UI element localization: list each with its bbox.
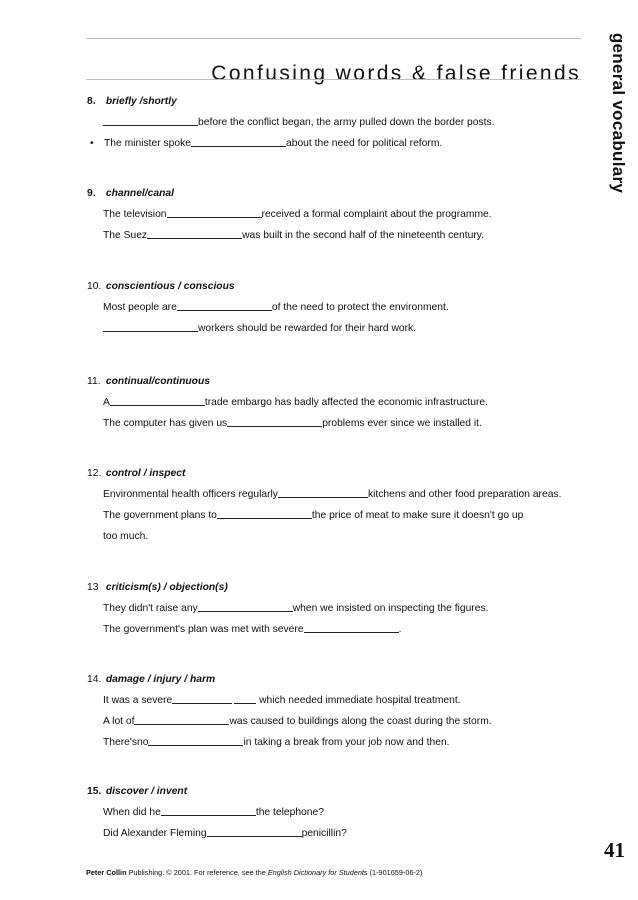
exercise-15 bbox=[87, 784, 597, 844]
footer-book-title: English Dictionary for Students bbox=[267, 868, 368, 877]
exercise-number: 15. bbox=[87, 786, 102, 797]
page-number: 41 bbox=[604, 838, 625, 862]
sentence: A trade embargo has badly affected the economic infrastructure. bbox=[103, 397, 489, 408]
section-side-label: general vocabulary bbox=[609, 32, 628, 194]
exercise-heading bbox=[87, 580, 597, 595]
answer-blank[interactable] bbox=[103, 124, 198, 126]
header-rule-bottom bbox=[86, 79, 581, 80]
sentence: The Suez was built in the second half of the nineteenth century. bbox=[103, 230, 485, 241]
word-pair: briefly /shortly bbox=[105, 96, 177, 107]
exercise-number: 9. bbox=[87, 188, 96, 199]
word-pair: damage / injury / harm bbox=[105, 674, 216, 685]
word-pair: conscientious / conscious bbox=[105, 281, 235, 292]
sentence: workers should be rewarded for their hard work. bbox=[87, 318, 597, 339]
exercise-number: 12. bbox=[87, 468, 102, 479]
word-pair: criticism(s) / objection(s) bbox=[105, 582, 228, 593]
sentence: It was a severe which needed immediate hospital treatment. bbox=[103, 695, 461, 706]
word-pair: discover / invent bbox=[105, 786, 188, 797]
answer-blank[interactable] bbox=[172, 702, 232, 704]
exercise-heading bbox=[87, 279, 597, 294]
word-pair: channel/canal bbox=[105, 188, 174, 199]
exercise-number: 14. bbox=[87, 674, 102, 685]
header-rule-top bbox=[86, 38, 581, 39]
sentence: There'sno in taking a break from your job now and then. bbox=[103, 737, 450, 748]
answer-blank[interactable] bbox=[177, 309, 272, 311]
sentence: Did Alexander Fleming penicillin? bbox=[103, 828, 347, 839]
footer-text: Publishing. © 2001. For reference, see the bbox=[126, 868, 268, 877]
sentence: The government plans to the price of meat to make sure it doesn't go up bbox=[103, 510, 524, 521]
exercise-number: 13 bbox=[87, 582, 99, 593]
word-pair: control / inspect bbox=[105, 468, 186, 479]
sentence: Most people are of the need to protect the environment. bbox=[103, 302, 449, 313]
bullet-icon: • bbox=[90, 138, 94, 149]
answer-blank[interactable] bbox=[207, 835, 302, 837]
answer-blank[interactable] bbox=[134, 723, 229, 725]
sentence: A lot of was caused to buildings along the coast during the storm. bbox=[103, 716, 492, 727]
answer-blank[interactable] bbox=[110, 404, 205, 406]
exercise-9 bbox=[87, 186, 597, 246]
answer-blank[interactable] bbox=[191, 145, 286, 147]
exercise-number: 11. bbox=[87, 376, 101, 387]
exercise-heading bbox=[87, 186, 597, 201]
exercise-14 bbox=[87, 672, 597, 753]
answer-blank[interactable] bbox=[148, 744, 243, 746]
word-pair: continual/continuous bbox=[105, 376, 210, 387]
exercise-heading bbox=[87, 672, 597, 687]
answer-blank[interactable] bbox=[217, 517, 312, 519]
answer-blank[interactable] bbox=[278, 496, 368, 498]
sentence: Environmental health officers regularly kitchens and other food preparation areas. bbox=[103, 489, 562, 500]
answer-blank[interactable] bbox=[227, 425, 322, 427]
sentence: The computer has given us problems ever since we installed it. bbox=[103, 418, 482, 429]
answer-blank[interactable] bbox=[103, 330, 198, 332]
exercise-heading bbox=[87, 784, 597, 799]
footer-isbn: (1-901659-06-2) bbox=[367, 868, 423, 877]
footer-publisher: Peter Collin bbox=[86, 868, 127, 877]
sentence: • The minister spoke about the need for political reform. bbox=[87, 133, 597, 154]
sentence-continuation: too much. bbox=[103, 531, 149, 542]
sentence: The television received a formal complaint about the programme. bbox=[103, 209, 492, 220]
exercise-11 bbox=[87, 374, 597, 434]
footer-credit bbox=[86, 868, 422, 877]
sentence: before the conflict began, the army pulled down the border posts. bbox=[87, 112, 597, 133]
exercise-number: 10. bbox=[87, 281, 102, 292]
answer-blank[interactable] bbox=[304, 631, 399, 633]
exercise-8 bbox=[87, 94, 597, 154]
exercise-number: 8. bbox=[87, 96, 96, 107]
answer-blank[interactable] bbox=[147, 237, 242, 239]
exercise-heading bbox=[87, 466, 597, 481]
answer-blank[interactable] bbox=[167, 216, 262, 218]
exercise-heading bbox=[87, 94, 597, 109]
sentence: When did he the telephone? bbox=[103, 807, 324, 818]
answer-blank-tail bbox=[234, 702, 256, 704]
sentence: The government's plan was met with severe . bbox=[103, 624, 402, 635]
answer-blank[interactable] bbox=[198, 610, 293, 612]
exercise-10 bbox=[87, 279, 597, 339]
sentence: They didn't raise any when we insisted on inspecting the figures. bbox=[103, 603, 489, 614]
answer-blank[interactable] bbox=[161, 814, 256, 816]
page-title: Confusing words & false friends bbox=[211, 62, 581, 86]
exercise-12 bbox=[87, 466, 597, 547]
exercise-heading bbox=[87, 374, 597, 389]
exercise-13 bbox=[87, 580, 597, 640]
